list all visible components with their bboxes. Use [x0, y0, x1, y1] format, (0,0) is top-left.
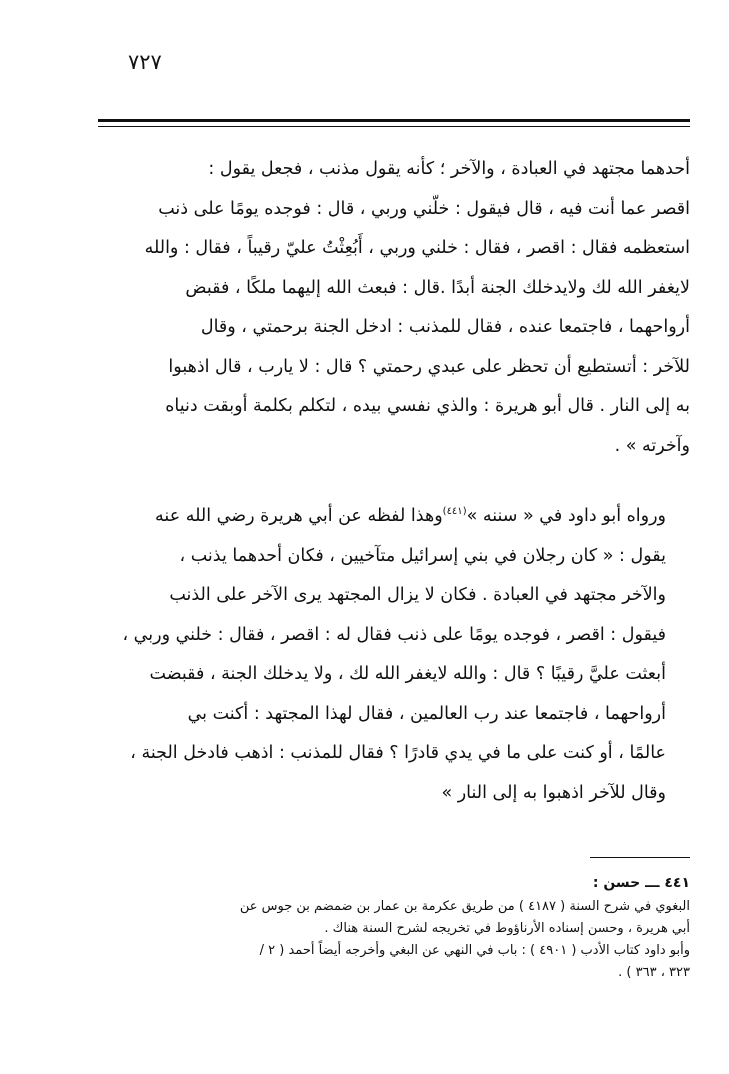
- footnote-line: وأبو داود كتاب الأدب ( ٤٩٠١ ) : باب في النهي عن البغي وأخرجه أيضاً أحمد ( ٢ /: [259, 943, 690, 958]
- footnote-line: ٣٢٣ ، ٣٦٣ ) .: [618, 965, 690, 980]
- footnote-line: أبي هريرة ، وحسن إسناده الأرناؤوط في تخريجه لشرح السنة هناك .: [324, 921, 690, 936]
- footnote-ref-441[interactable]: (٤٤١): [442, 506, 467, 518]
- footnote-separator: [590, 857, 690, 858]
- text-line: وقال للآخر اذهبوا به إلى النار »: [441, 782, 666, 803]
- paragraph-2: [98, 497, 690, 813]
- footnote-line: البغوي في شرح السنة ( ٤١٨٧ ) من طريق عكرمة بن عمار بن ضمضم بن جوس عن: [239, 899, 690, 914]
- text-line: به إلى النار . قال أبو هريرة : والذي نفسي بيده ، لتكلم بكلمة أوبقت دنياه: [165, 396, 690, 416]
- text-line-with-footnote-ref: [98, 497, 690, 537]
- paragraph-1: [98, 150, 690, 466]
- footnote-heading: ٤٤١ ـــ حسن :: [592, 875, 690, 891]
- header-rule-thin: [98, 126, 690, 127]
- text-line: فيقول : اقصر ، فوجده يومًا على ذنب فقال له : اقصر ، فقال : خلني وربي ،: [122, 624, 666, 645]
- text-line: لايغفر الله لك ولايدخلك الجنة أبدًا .قال : فبعث الله إليهما ملكًا ، فقبض: [185, 277, 690, 298]
- text-line: عالمًا ، أو كنت على ما في يدي قادرًا ؟ فقال للمذنب : اذهب فادخل الجنة ،: [130, 743, 666, 763]
- text-line: أرواحهما ، فاجتمعا عنده ، فقال للمذنب : ادخل الجنة برحمتي ، وقال: [200, 317, 690, 337]
- text-line: للآخر : أتستطيع أن تحظر على عبدي رحمتي ؟ قال : لا يارب ، قال اذهبوا: [168, 356, 690, 377]
- text-line: استعظمه فقال : اقصر ، فقال : خلني وربي ، أَبُعِثْتُ عليّ رقيباً ، فقال : والله: [144, 238, 690, 258]
- text-line: أرواحهما ، فاجتمعا عند رب العالمين ، فقال لهذا المجتهد : أكنت بي: [187, 703, 666, 724]
- text-line: أحدهما مجتهد في العبادة ، والآخر ؛ كأنه يقول مذنب ، فجعل يقول :: [208, 159, 690, 179]
- page-number: ٧٢٧: [128, 50, 162, 74]
- text-line: وآخرته » .: [614, 435, 690, 456]
- text-segment: ورواه أبو داود في « سننه »: [466, 506, 666, 526]
- text-line: اقصر عما أنت فيه ، قال فيقول : خلّني وربي ، قال : فوجده يومًا على ذنب: [158, 198, 690, 219]
- text-segment: وهذا لفظه عن أبي هريرة رضي الله عنه: [155, 506, 443, 526]
- text-line: أبعثت عليَّ رقيبًا ؟ قال : والله لايغفر الله لك ، ولا يدخلك الجنة ، فقبضت: [149, 664, 666, 684]
- text-line: يقول : « كان رجلان في بني إسرائيل متآخيين ، فكان أحدهما يذنب ،: [179, 545, 666, 566]
- text-line: والآخر مجتهد في العبادة . فكان لا يزال المجتهد يرى الآخر على الذنب: [169, 585, 666, 605]
- footnotes: [98, 872, 690, 984]
- header-rule-thick: [98, 119, 690, 122]
